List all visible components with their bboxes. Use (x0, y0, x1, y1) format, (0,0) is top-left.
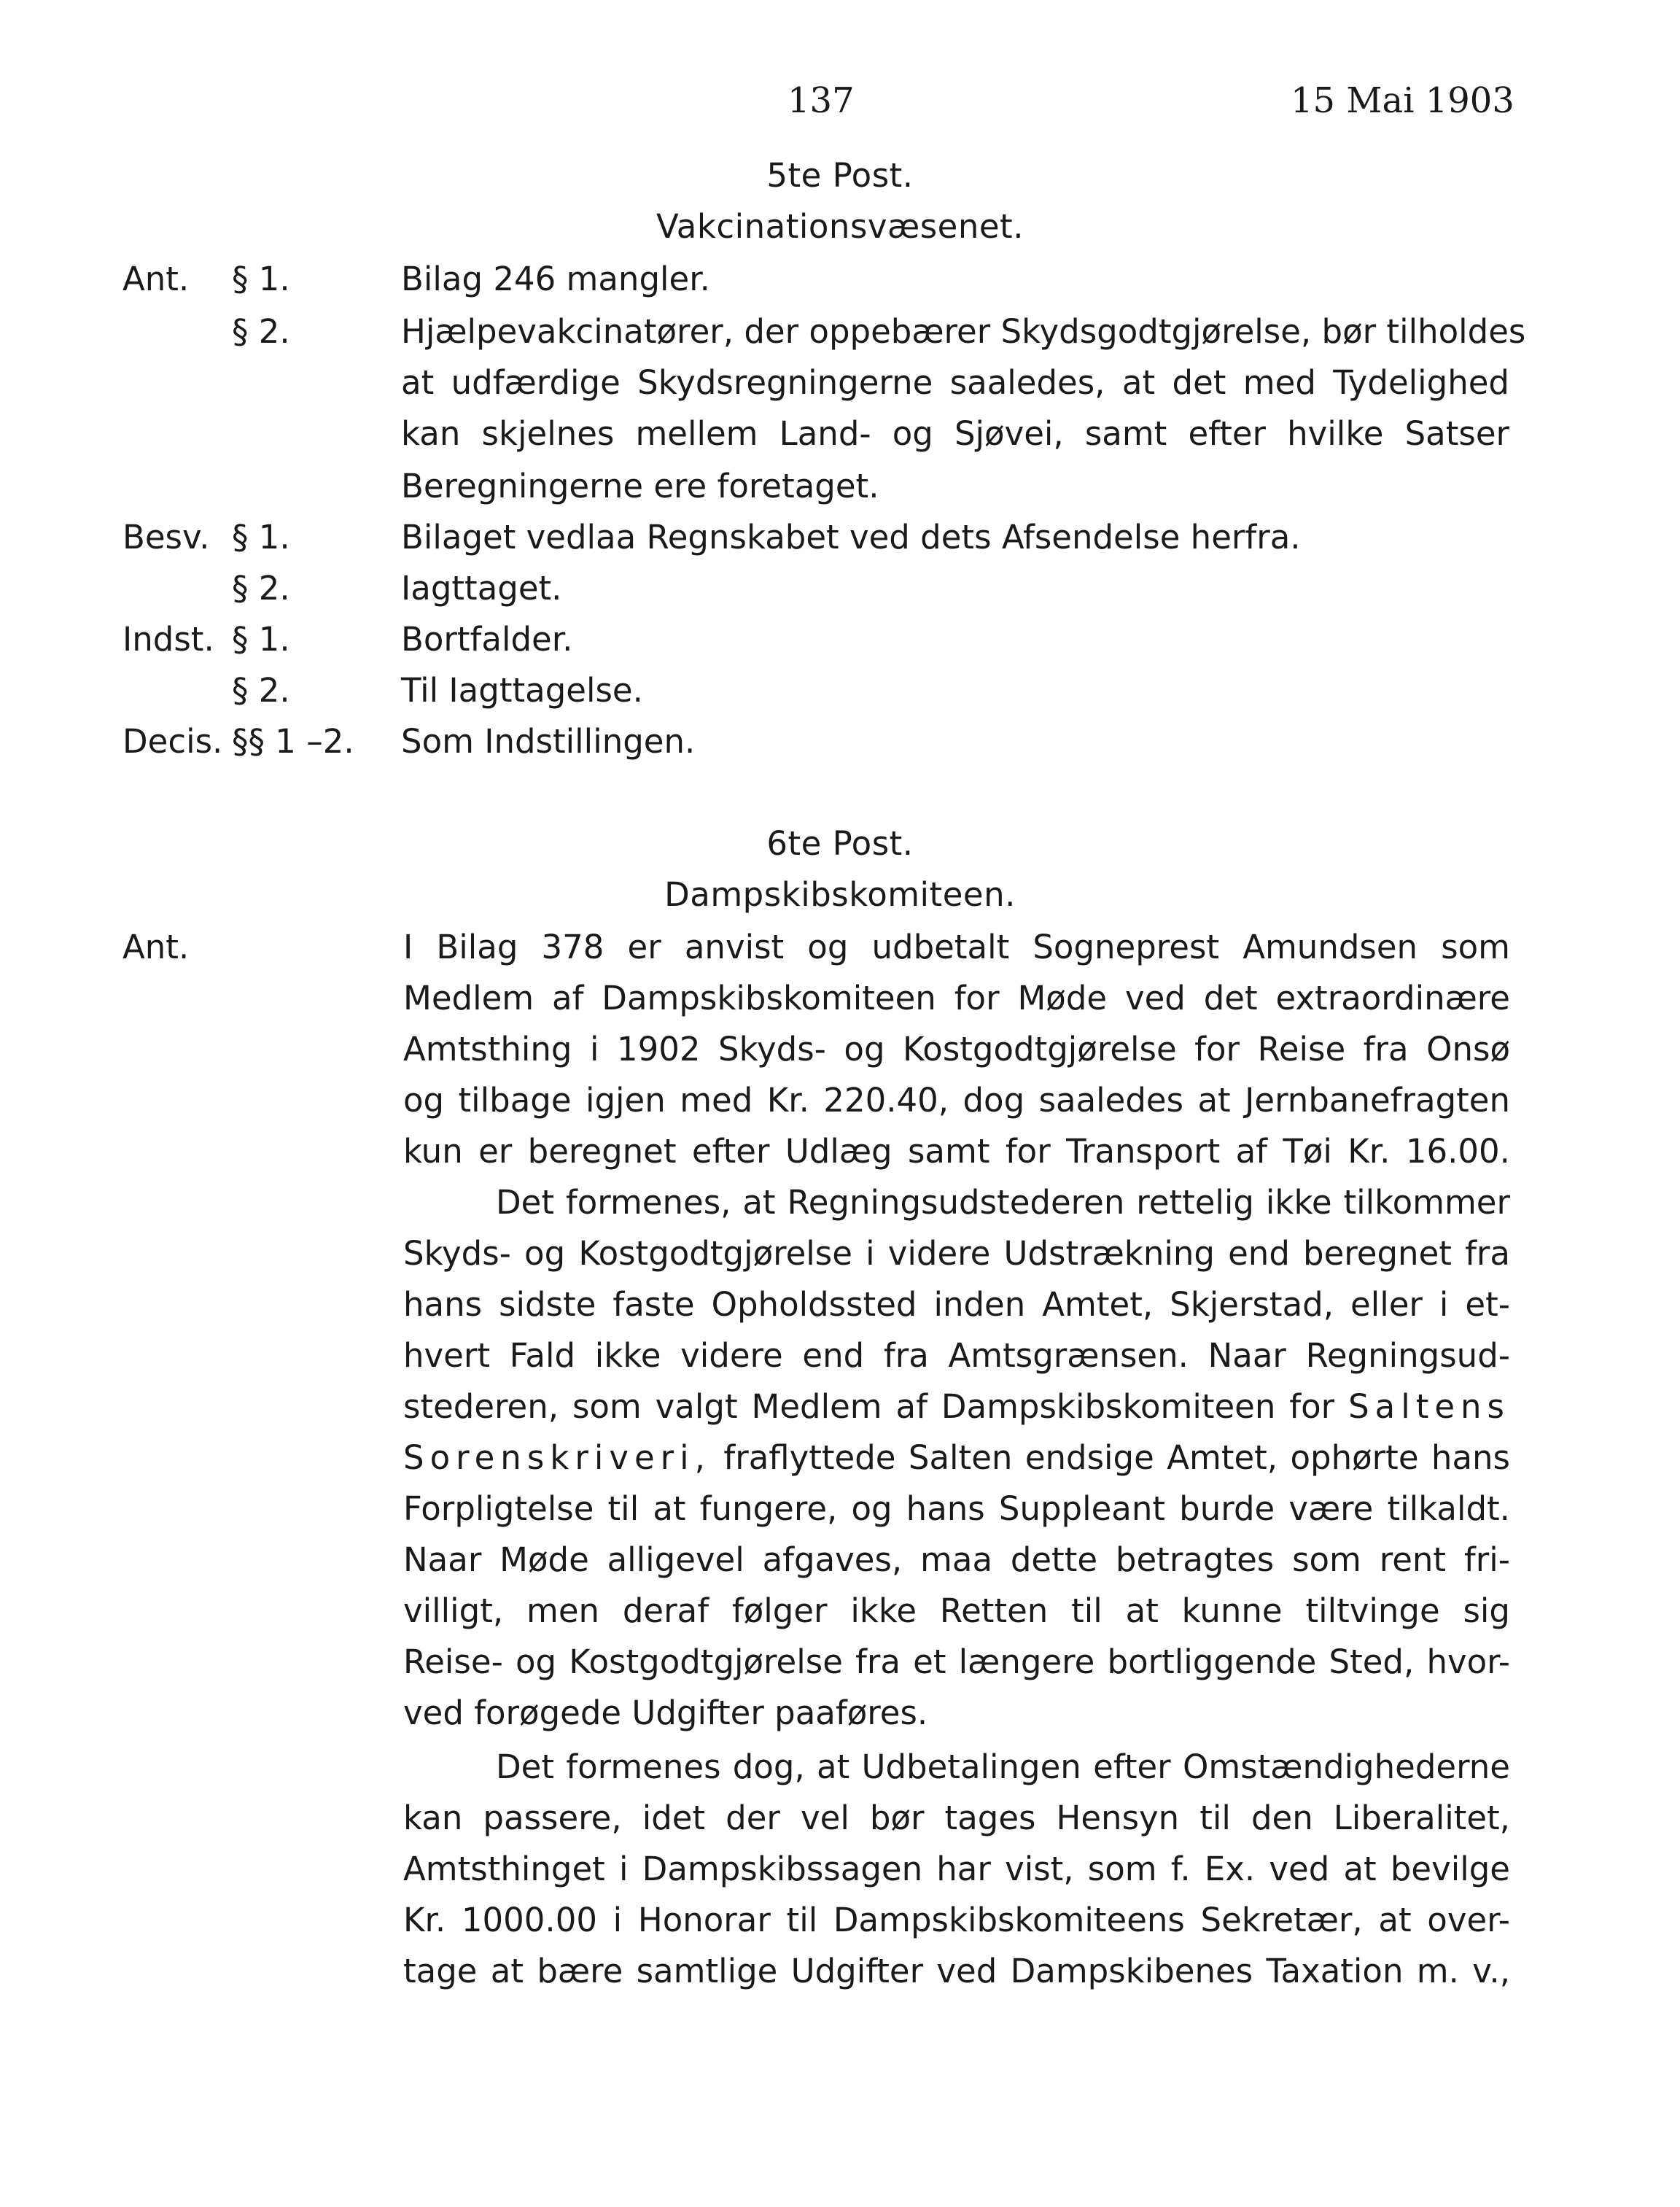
body-text-line: Skyds- og Kostgodtgjørelse i videre Udstrækning end beregnet fra (403, 1234, 1510, 1273)
post6-title: 6te Post. (766, 824, 914, 863)
entry-text-line: Hjælpevakcinatører, der oppebærer Skydsgodtgjørelse, bør tilholdes (401, 312, 1526, 351)
post6-subtitle: Dampskibskomiteen. (664, 875, 1016, 914)
body-text-line: ved forøgede Udgifter paaføres. (403, 1694, 928, 1732)
entry-paragraph-ref: § 1. (232, 620, 290, 659)
body-text-line: Forpligtelse til at fungere, og hans Suppleant burde være tilkaldt. (403, 1489, 1510, 1528)
emphasized-text: Saltens (1348, 1387, 1510, 1426)
entry-paragraph-ref: § 2. (232, 312, 290, 351)
entry-paragraph-ref: §§ 1 –2. (232, 722, 354, 761)
entry-paragraph-ref: § 1. (232, 260, 290, 298)
body-text-line: Reise- og Kostgodtgjørelse fra et længere bortliggende Sted, hvor- (403, 1642, 1510, 1681)
body-text-line: Amtsthinget i Dampskibssagen har vist, som f. Ex. ved at bevilge (403, 1850, 1510, 1888)
body-text-line: kun er beregnet efter Udlæg samt for Transport af Tøi Kr. 16.00. (403, 1132, 1510, 1171)
entry-paragraph-ref: § 2. (232, 569, 290, 608)
entry-label-ant: Ant. (122, 260, 190, 298)
entry-label-indst: Indst. (122, 620, 214, 659)
page-number: 137 (788, 80, 855, 121)
body-text-line: Amtsthing i 1902 Skyds- og Kostgodtgjørelse for Reise fra Onsø (403, 1030, 1510, 1068)
post5-subtitle: Vakcinationsvæsenet. (656, 207, 1024, 246)
entry-text-line: kan skjelnes mellem Land- og Sjøvei, samt efter hvilke Satser (401, 414, 1509, 453)
body-text-line: villigt, men deraf følger ikke Retten til at kunne tiltvinge sig (403, 1591, 1510, 1630)
body-text-line: og tilbage igjen med Kr. 220.40, dog saaledes at Jernbanefragten (403, 1081, 1510, 1120)
body-text-segment: fraflyttede Salten endsige Amtet, ophørte hans (723, 1438, 1510, 1477)
entry-text: Som Indstillingen. (401, 722, 696, 761)
entry-text: Bortfalder. (401, 620, 573, 659)
entry-text: Bilaget vedlaa Regnskabet ved dets Afsendelse herfra. (401, 518, 1301, 556)
entry-text: Iagttaget. (401, 569, 562, 608)
entry-label-ant: Ant. (122, 928, 190, 966)
page-date: 15 Mai 1903 (1291, 80, 1514, 121)
body-text-line: hvert Fald ikke videre end fra Amtsgrænsen. Naar Regningsud- (403, 1336, 1510, 1375)
body-text-line: tage at bære samtlige Udgifter ved Dampskibenes Taxation m. v., (403, 1952, 1510, 1990)
entry-paragraph-ref: § 2. (232, 671, 290, 710)
post5-title: 5te Post. (766, 156, 914, 195)
entry-text: Bilag 246 mangler. (401, 260, 710, 298)
body-text-line: hans sidste faste Opholdssted inden Amtet, Skjerstad, eller i et- (403, 1285, 1510, 1324)
emphasized-text: Sorenskriveri, (403, 1438, 711, 1477)
entry-text-line: Beregningerne ere foretaget. (401, 467, 879, 505)
body-text-line (403, 1387, 1510, 1426)
body-text-segment: stederen, som valgt Medlem af Dampskibskomiteen for (403, 1387, 1335, 1426)
entry-text: Til Iagttagelse. (401, 671, 643, 710)
body-text-line: I Bilag 378 er anvist og udbetalt Sogneprest Amundsen som (403, 928, 1510, 966)
body-text-line: Kr. 1000.00 i Honorar til Dampskibskomiteens Sekretær, at over- (403, 1901, 1510, 1939)
entry-text-line: at udfærdige Skydsregningerne saaledes, at det med Tydelighed (401, 363, 1509, 402)
entry-label-decis: Decis. (122, 722, 223, 761)
body-text-line: Det formenes, at Regningsudstederen rettelig ikke tilkommer (496, 1183, 1510, 1222)
body-text-line (403, 1438, 1510, 1477)
entry-paragraph-ref: § 1. (232, 518, 290, 556)
body-text-line: Medlem af Dampskibskomiteen for Møde ved det extraordinære (403, 979, 1510, 1017)
body-text-line: kan passere, idet der vel bør tages Hensyn til den Liberalitet, (403, 1799, 1510, 1837)
body-text-line: Naar Møde alligevel afgaves, maa dette betragtes som rent fri- (403, 1540, 1510, 1579)
entry-label-besv: Besv. (122, 518, 210, 556)
body-text-line: Det formenes dog, at Udbetalingen efter Omstændighederne (496, 1748, 1510, 1786)
